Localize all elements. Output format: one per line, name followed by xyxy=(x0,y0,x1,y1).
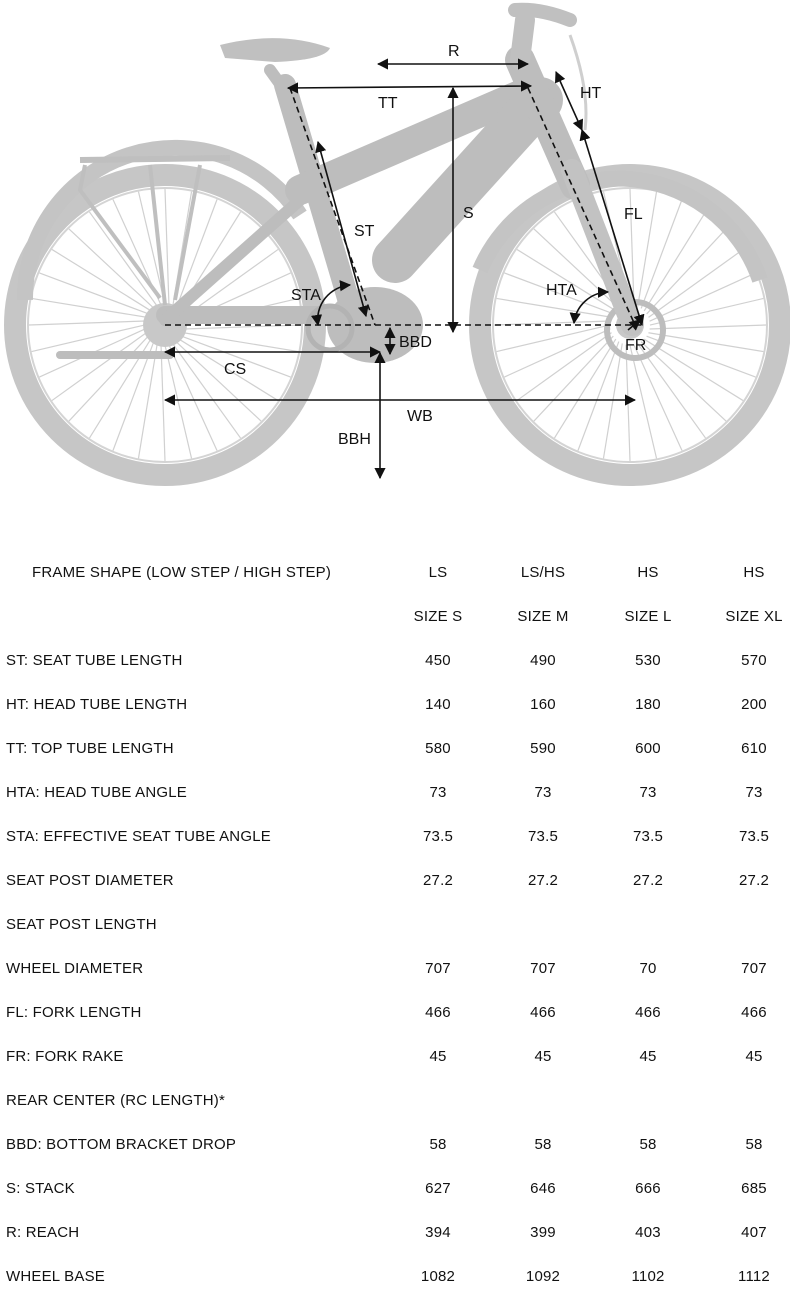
table-row xyxy=(0,1260,790,1304)
table-row xyxy=(0,864,790,908)
row-value: 600 xyxy=(635,740,661,757)
row-value: 407 xyxy=(741,1224,767,1241)
row-label: HT: HEAD TUBE LENGTH xyxy=(6,696,188,713)
label-bbh: BBH xyxy=(338,431,371,448)
row-value: 399 xyxy=(530,1224,556,1241)
row-value: 27.2 xyxy=(528,872,558,889)
row-value: 466 xyxy=(635,1004,661,1021)
table-row xyxy=(0,1084,790,1128)
label-wb: WB xyxy=(407,408,433,425)
row-value: 707 xyxy=(425,960,451,977)
table-row xyxy=(0,1172,790,1216)
row-value: 1112 xyxy=(738,1268,770,1285)
row-value: 180 xyxy=(635,696,661,713)
table-row xyxy=(0,1216,790,1260)
header-value: HS xyxy=(637,564,659,581)
row-value: 466 xyxy=(530,1004,556,1021)
row-value: 73 xyxy=(639,784,657,801)
row-label: BBD: BOTTOM BRACKET DROP xyxy=(6,1136,237,1153)
row-label: ST: SEAT TUBE LENGTH xyxy=(6,652,183,669)
table-row xyxy=(0,908,790,952)
row-value: 1102 xyxy=(631,1268,665,1285)
row-value: 590 xyxy=(530,740,556,757)
row-value: 160 xyxy=(530,696,556,713)
row-value: 45 xyxy=(745,1048,763,1065)
row-value: 58 xyxy=(534,1136,552,1153)
row-value: 58 xyxy=(639,1136,657,1153)
row-label: WHEEL DIAMETER xyxy=(6,960,144,977)
row-label: HTA: HEAD TUBE ANGLE xyxy=(6,784,187,801)
row-label: S: STACK xyxy=(6,1180,75,1197)
row-value: 58 xyxy=(429,1136,447,1153)
row-value: 73.5 xyxy=(633,828,663,845)
row-value: 610 xyxy=(741,740,767,757)
row-label: REAR CENTER (RC LENGTH)* xyxy=(6,1092,225,1109)
row-label: FL: FORK LENGTH xyxy=(6,1004,142,1021)
row-value: 73.5 xyxy=(423,828,453,845)
label-r: R xyxy=(448,43,460,60)
row-value: 70 xyxy=(639,960,657,977)
header-size xyxy=(0,600,790,644)
row-value: 73 xyxy=(534,784,552,801)
row-value: 27.2 xyxy=(423,872,453,889)
row-value: 403 xyxy=(635,1224,661,1241)
row-value: 27.2 xyxy=(739,872,769,889)
row-value: 73 xyxy=(745,784,763,801)
table-row xyxy=(0,952,790,996)
row-value: 140 xyxy=(425,696,451,713)
row-value: 627 xyxy=(425,1180,451,1197)
row-value: 646 xyxy=(530,1180,556,1197)
table-row xyxy=(0,776,790,820)
size-label: SIZE L xyxy=(624,608,672,625)
row-label: TT: TOP TUBE LENGTH xyxy=(6,740,174,757)
row-value: 58 xyxy=(745,1136,763,1153)
table-row xyxy=(0,1040,790,1084)
label-bbd: BBD xyxy=(399,334,432,351)
header-value: LS/HS xyxy=(520,564,566,581)
row-label: WHEEL BASE xyxy=(6,1268,105,1285)
row-value: 45 xyxy=(534,1048,552,1065)
row-value: 73.5 xyxy=(739,828,769,845)
table-row xyxy=(0,644,790,688)
row-value: 1092 xyxy=(525,1268,561,1285)
size-label: SIZE XL xyxy=(725,608,783,625)
row-label: STA: EFFECTIVE SEAT TUBE ANGLE xyxy=(6,828,271,845)
header-frame-shape xyxy=(0,556,790,600)
row-value: 490 xyxy=(530,652,556,669)
header-label: FRAME SHAPE (LOW STEP / HIGH STEP) xyxy=(32,564,332,581)
row-value: 45 xyxy=(429,1048,447,1065)
row-value: 45 xyxy=(639,1048,657,1065)
label-ht: HT xyxy=(580,85,602,102)
row-label: SEAT POST DIAMETER xyxy=(6,872,174,889)
size-label: SIZE S xyxy=(413,608,463,625)
table-row xyxy=(0,996,790,1040)
label-sta: STA xyxy=(291,287,321,304)
header-value: LS xyxy=(428,564,448,581)
label-hta: HTA xyxy=(546,282,577,299)
row-value: 530 xyxy=(635,652,661,669)
row-value: 666 xyxy=(635,1180,661,1197)
row-label: SEAT POST LENGTH xyxy=(6,916,157,933)
row-value: 27.2 xyxy=(633,872,663,889)
label-fl: FL xyxy=(624,206,643,223)
row-value: 450 xyxy=(425,652,451,669)
label-s: S xyxy=(463,205,474,222)
row-value: 707 xyxy=(741,960,767,977)
row-value: 685 xyxy=(741,1180,767,1197)
row-value: 580 xyxy=(425,740,451,757)
row-value: 707 xyxy=(530,960,556,977)
label-tt: TT xyxy=(378,95,398,112)
table-row xyxy=(0,732,790,776)
row-label: R: REACH xyxy=(6,1224,80,1241)
row-value: 466 xyxy=(425,1004,451,1021)
row-value: 466 xyxy=(741,1004,767,1021)
table-row xyxy=(0,820,790,864)
row-value: 394 xyxy=(425,1224,451,1241)
geometry-table xyxy=(0,556,790,1304)
size-label: SIZE M xyxy=(517,608,569,625)
table-row xyxy=(0,688,790,732)
row-value: 1082 xyxy=(420,1268,456,1285)
row-value: 570 xyxy=(741,652,767,669)
row-value: 200 xyxy=(741,696,767,713)
bike-silhouette xyxy=(15,10,780,475)
label-st: ST xyxy=(354,223,375,240)
label-cs: CS xyxy=(224,361,247,378)
table-row xyxy=(0,1128,790,1172)
label-fr: FR xyxy=(625,337,647,354)
row-value: 73.5 xyxy=(528,828,558,845)
row-label: FR: FORK RAKE xyxy=(6,1048,124,1065)
row-value: 73 xyxy=(429,784,447,801)
bike-geometry-diagram xyxy=(0,0,790,500)
header-value: HS xyxy=(743,564,765,581)
